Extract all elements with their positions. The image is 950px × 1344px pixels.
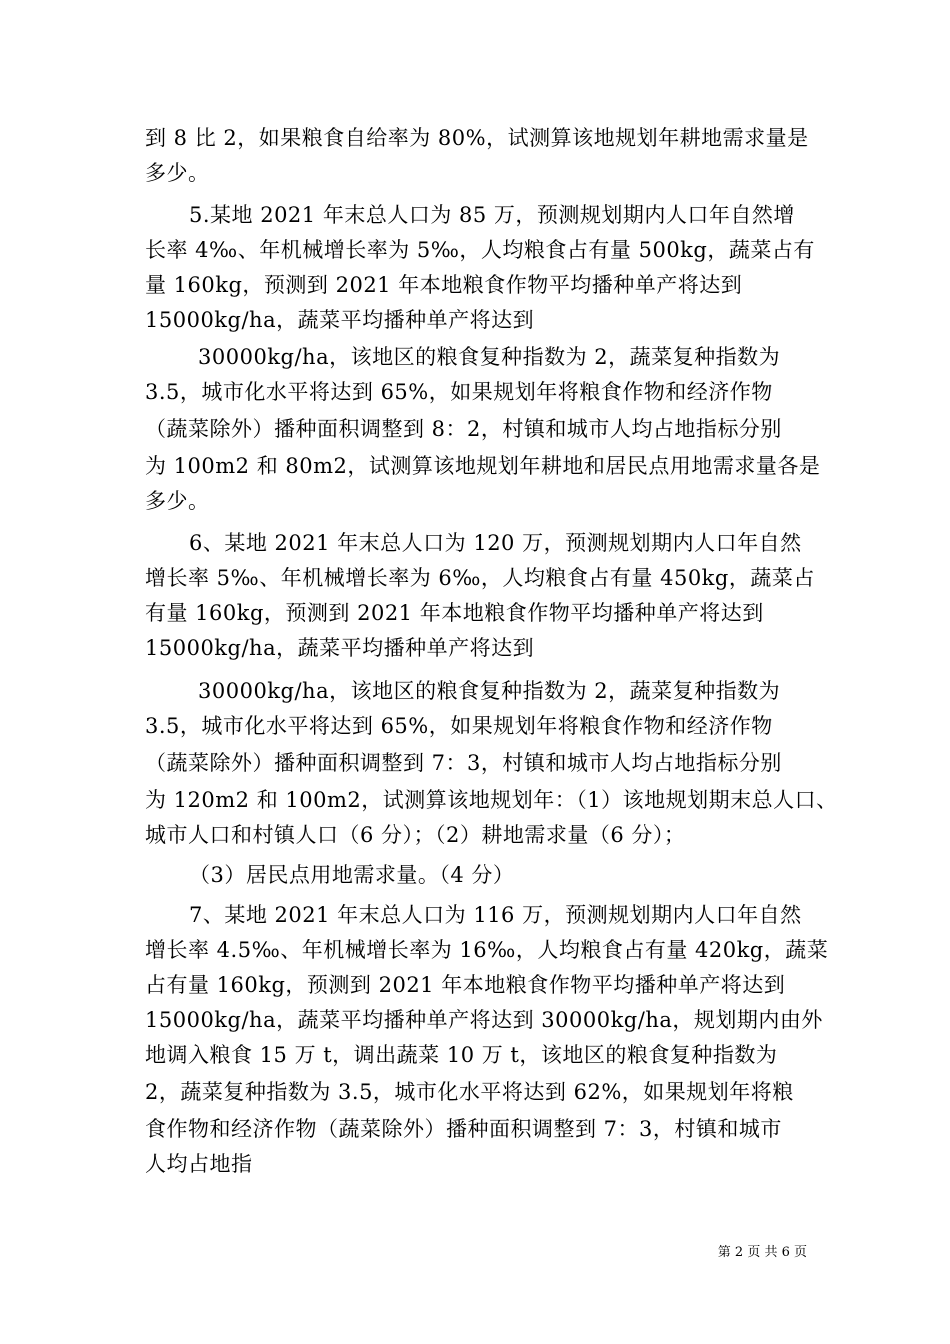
text-line: 7、某地 2021 年末总人口为 116 万，预测规划期内人口年自然 bbox=[189, 903, 802, 927]
text-line: （蔬菜除外）播种面积调整到 7：3，村镇和城市人均占地指标分别 bbox=[145, 751, 782, 775]
text-line: 15000kg/ha，蔬菜平均播种单产将达到 30000kg/ha，规划期内由外 bbox=[145, 1008, 823, 1032]
text-line: 15000kg/ha，蔬菜平均播种单产将达到 bbox=[145, 308, 535, 332]
text-line: （3）居民点用地需求量。（4 分） bbox=[189, 863, 515, 887]
text-line: 15000kg/ha，蔬菜平均播种单产将达到 bbox=[145, 636, 535, 660]
text-line: 6、某地 2021 年末总人口为 120 万，预测规划期内人口年自然 bbox=[189, 531, 802, 555]
text-line: 2，蔬菜复种指数为 3.5，城市化水平将达到 62%，如果规划年将粮 bbox=[145, 1080, 794, 1104]
text-line: 5.某地 2021 年末总人口为 85 万，预测规划期内人口年自然增 bbox=[189, 203, 795, 227]
text-line: 长率 4‰、年机械增长率为 5‰，人均粮食占有量 500kg，蔬菜占有 bbox=[145, 238, 815, 262]
text-line: 城市人口和村镇人口（6 分）；（2）耕地需求量（6 分）； bbox=[145, 823, 686, 847]
text-line: 多少。 bbox=[145, 489, 210, 513]
text-line: 量 160kg，预测到 2021 年本地粮食作物平均播种单产将达到 bbox=[145, 273, 743, 297]
text-line: 增长率 4.5‰、年机械增长率为 16‰，人均粮食占有量 420kg，蔬菜 bbox=[145, 938, 829, 962]
text-line: 人均占地指 bbox=[145, 1152, 253, 1176]
page-number: 第 2 页 共 6 页 bbox=[717, 1245, 807, 1260]
text-line: 地调入粮食 15 万 t，调出蔬菜 10 万 t，该地区的粮食复种指数为 bbox=[145, 1043, 778, 1067]
text-line: 有量 160kg，预测到 2021 年本地粮食作物平均播种单产将达到 bbox=[145, 601, 764, 625]
text-line: 增长率 5‰、年机械增长率为 6‰，人均粮食占有量 450kg，蔬菜占 bbox=[145, 566, 815, 590]
text-line: （蔬菜除外）播种面积调整到 8：2，村镇和城市人均占地指标分别 bbox=[145, 417, 782, 441]
text-line: 为 120m2 和 100m2，试测算该地规划年：（1）该地规划期末总人口、 bbox=[145, 788, 838, 812]
text-line: 3.5，城市化水平将达到 65%，如果规划年将粮食作物和经济作物 bbox=[145, 714, 773, 738]
text-line: 多少。 bbox=[145, 161, 210, 185]
text-line: 为 100m2 和 80m2，试测算该地规划年耕地和居民点用地需求量各是 bbox=[145, 454, 821, 478]
text-line: 食作物和经济作物（蔬菜除外）播种面积调整到 7：3，村镇和城市 bbox=[145, 1117, 782, 1141]
text-line: 3.5，城市化水平将达到 65%，如果规划年将粮食作物和经济作物 bbox=[145, 380, 773, 404]
text-line: 30000kg/ha，该地区的粮食复种指数为 2，蔬菜复种指数为 bbox=[198, 679, 781, 703]
text-line: 到 8 比 2，如果粮食自给率为 80%，试测算该地规划年耕地需求量是 bbox=[145, 126, 809, 150]
text-line: 占有量 160kg，预测到 2021 年本地粮食作物平均播种单产将达到 bbox=[145, 973, 786, 997]
text-line: 30000kg/ha，该地区的粮食复种指数为 2，蔬菜复种指数为 bbox=[198, 345, 781, 369]
